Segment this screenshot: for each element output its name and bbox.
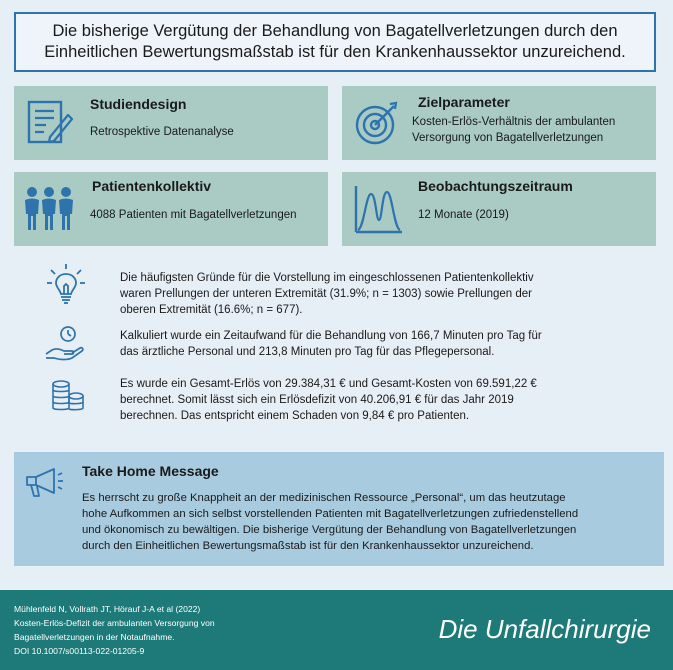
fact-text [120, 270, 580, 318]
card-text-line-1: Kosten-Erlös-Verhältnis der ambulanten [412, 116, 616, 128]
fact-line: oberen Extremität (16.6%; n = 677). [120, 304, 303, 316]
citation [14, 602, 274, 658]
fact-revenue-costs [14, 376, 654, 426]
card-text: 12 Monate (2019) [418, 209, 509, 221]
citation-line: Kosten-Erlös-Defizit der ambulanten Versorgung von [14, 618, 215, 628]
card-text: Retrospektive Datenanalyse [90, 126, 234, 138]
card-title: Zielparameter [418, 94, 510, 110]
fact-line: das ärztliche Personal und 213,8 Minuten pro Tag für das Pflegepersonal. [120, 346, 495, 358]
headline [44, 21, 626, 63]
take-home-line: und ökonomisch zu bewältigen. Die bisherige Vergütung der Behandlung von Bagatellverletzungen [82, 524, 577, 536]
clock-hand-icon [44, 324, 88, 367]
card-text: 4088 Patienten mit Bagatellverletzungen [90, 209, 297, 221]
curve-chart-icon [354, 184, 404, 241]
headline-box [14, 12, 656, 72]
citation-doi: DOI 10.1007/s00113-022-01205-9 [14, 646, 145, 656]
card-text-line-2: Versorgung von Bagatellverletzungen [412, 132, 604, 144]
citation-line: Mühlenfeld N, Vollrath JT, Hörauf J-A et al (2022) [14, 604, 201, 614]
footer [0, 590, 673, 670]
fact-line: berechnen. Das entspricht einem Schaden von 9,84 € pro Patienten. [120, 410, 470, 422]
take-home-line: durch den Einheitlichen Bewertungsmaßstab ist für den Krankenhaussektor unzureichend. [82, 540, 534, 552]
people-icon [22, 186, 76, 237]
fact-injury-reasons [14, 270, 654, 320]
card-beobachtungszeitraum [342, 172, 656, 246]
fact-line: berechnet. Somit lässt sich ein Erlösdefizit von 40.206,91 € für das Jahr 2019 [120, 394, 514, 406]
take-home-title: Take Home Message [82, 463, 219, 479]
headline-line-1: Die bisherige Vergütung der Behandlung von Bagatellverletzungen durch den [52, 22, 618, 40]
card-text [412, 114, 615, 146]
take-home-text [82, 490, 642, 554]
fact-line: Kalkuliert wurde ein Zeitaufwand für die Behandlung von 166,7 Minuten pro Tag für [120, 330, 542, 342]
card-title: Beobachtungszeitraum [418, 178, 573, 194]
headline-line-2: Einheitlichen Bewertungsmaßstab ist für den Krankenhaussektor unzureichend. [44, 43, 626, 61]
lightbulb-icon [46, 262, 86, 311]
take-home-line: Es herrscht zu große Knappheit an der medizinischen Ressource „Personal“, um das heutzutage [82, 492, 566, 504]
target-icon [352, 98, 402, 153]
take-home-line: hohe Aufkommen an sich selbst vorstellenden Patienten mit Bagatellverletzungen zufriedenstellend [82, 508, 579, 520]
fact-time-expense [14, 328, 654, 368]
card-patientenkollektiv [14, 172, 328, 246]
fact-line: waren Prellungen der unteren Extremität (31.9%; n = 1303) sowie Prellungen der [120, 288, 533, 300]
card-zielparameter [342, 86, 656, 160]
card-title: Studiendesign [90, 96, 187, 112]
fact-line: Die häufigsten Gründe für die Vorstellung im eingeschlossenen Patientenkollektiv [120, 272, 534, 284]
coins-icon [50, 376, 86, 421]
document-pen-icon [24, 97, 74, 154]
card-studiendesign [14, 86, 328, 160]
card-title: Patientenkollektiv [92, 178, 212, 194]
fact-line: Es wurde ein Gesamt-Erlös von 29.384,31 € und Gesamt-Kosten von 69.591,22 € [120, 378, 537, 390]
fact-text [120, 328, 580, 360]
megaphone-icon [24, 466, 64, 505]
take-home-box [14, 452, 664, 566]
citation-line: Bagatellverletzungen in der Notaufnahme. [14, 632, 175, 642]
fact-text [120, 376, 580, 424]
journal-name: Die Unfallchirurgie [438, 614, 651, 644]
